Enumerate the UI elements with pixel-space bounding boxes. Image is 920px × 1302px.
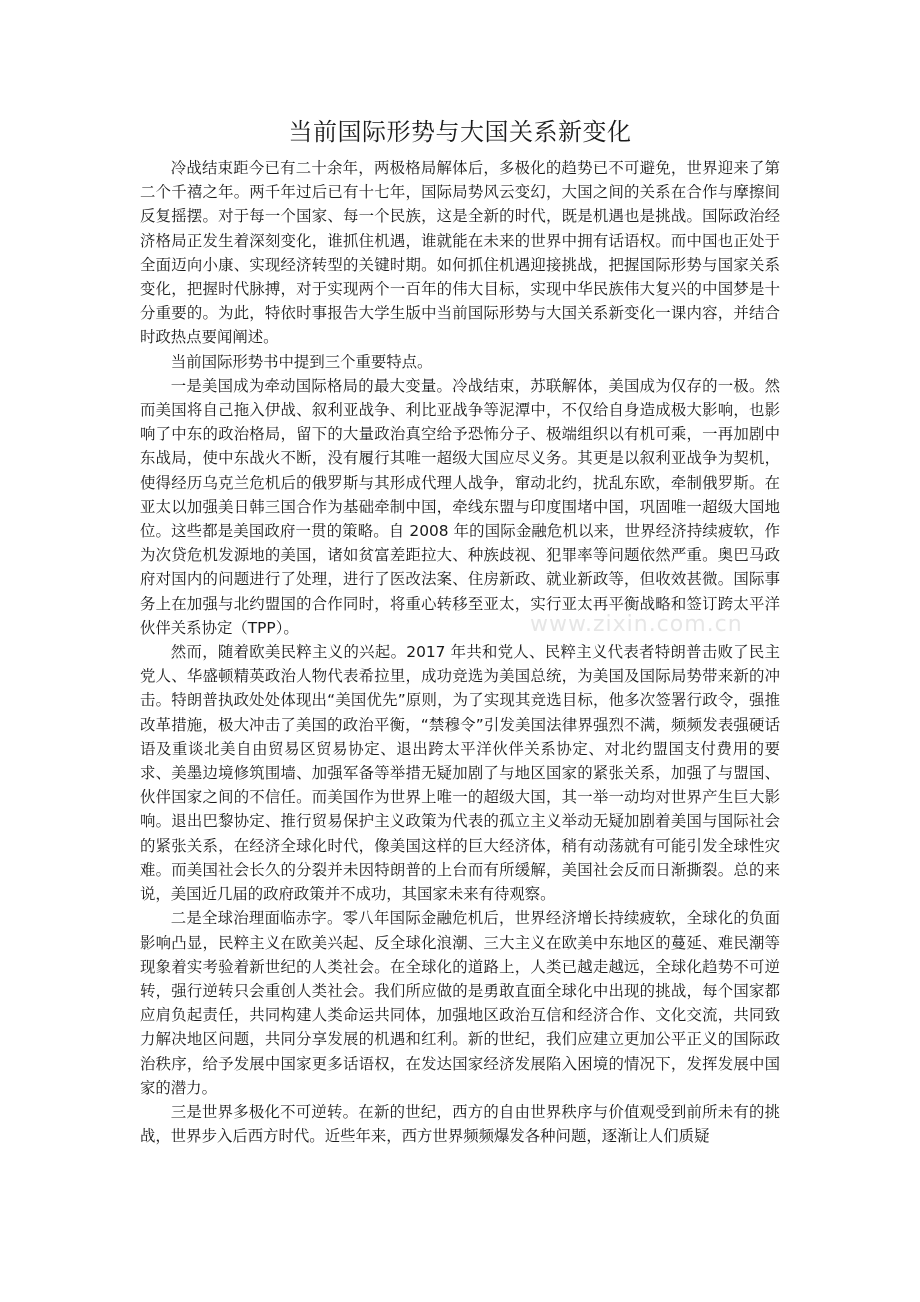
paragraph-intro: 冷战结束距今已有二十余年，两极格局解体后，多极化的趋势已不可避免，世界迎来了第二个千禧之年。两千年过后已有十七年，国际局势风云变幻，大国之间的关系在合作与摩擦间反复摇摆。对于每一个国家、每一个民族，这是全新的时代，既是机遇也是挑战。国际政治经济格局正发生着深刻变化，谁抓住机遇，谁就能在未来的世界中拥有话语权。而中国也正处于全面迈向小康、实现经济转型的关键时期。如何抓住机遇迎接挑战，把握国际形势与国家关系变化，把握时代脉搏，对于实现两个一百年的伟大目标，实现中华民族伟大复兴的中国梦是十分重要的。为此，特依时事报告大学生版中当前国际形势与大国关系新变化一课内容，并结合时政热点要闻阐述。 bbox=[140, 159, 780, 347]
watermark: www.zixin.com.cn bbox=[530, 612, 743, 637]
document-page bbox=[140, 112, 780, 1148]
paragraph-point-three: 三是世界多极化不可逆转。在新的世纪，西方的自由世界秩序与价值观受到前所未有的挑战，世界步入后西方时代。近些年来，西方世界频频爆发各种问题，逐渐让人们质疑 bbox=[140, 1102, 780, 1146]
paragraph-three-features: 当前国际形势书中提到三个重要特点。 bbox=[170, 352, 433, 371]
document-title: 当前国际形势与大国关系新变化 bbox=[288, 118, 632, 146]
paragraph-point-two: 二是全球治理面临赤字。零八年国际金融危机后，世界经济增长持续疲软，全球化的负面影响凸显，民粹主义在欧美兴起、反全球化浪潮、三大主义在欧美中东地区的蔓延、难民潮等现象着实考验着新世纪的人类社会。在全球化的道路上，人类已越走越远，全球化趋势不可逆转，强行逆转只会重创人类社会。我们所应做的是勇敢直面全球化中出现的挑战，每个国家都应肩负起责任，共同构建人类命运共同体，加强地区政治互信和经济合作、文化交流，共同致力解决地区问题，共同分享发展的机遇和红利。新的世纪，我们应建立更加公平正义的国际政治秩序，给予发展中国家更多话语权，在发达国家经济发展陷入困境的情况下，发挥发展中国家的潜力。 bbox=[140, 909, 780, 1097]
paragraph-point-one: 一是美国成为牵动国际格局的最大变量。冷战结束，苏联解体，美国成为仅存的一极。然而美国将自己拖入伊战、叙利亚战争、利比亚战争等泥潭中，不仅给自身造成极大影响，也影响了中东的政治格局，留下的大量政治真空给予恐怖分子、极端组织以有机可乘，一再加剧中东战局，使中东战火不断，没有履行其唯一超级大国应尽义务。其更是以叙利亚战争为契机，使得经历乌克兰危机后的俄罗斯与其形成代理人战争，窜动北约，扰乱东欧，牵制俄罗斯。在亚太以加强美日韩三国合作为基础牵制中国，牵线东盟与印度围堵中国，巩固唯一超级大国地位。这些都是美国政府一贯的策略。自 2008 年的国际金融危机以来，世界经济持续疲软，作为次贷危机发源地的美国，诸如贫富差距拉大、种族歧视、犯罪率等问题依然严重。奥巴马政府对国内的问题进行了处理，进行了医改法案、住房新政、就业新政等，但收效甚微。国际事务上在加强与北约盟国的合作同时，将重心转移至亚太，实行亚太再平衡战略和签订跨太平洋伙伴关系协定（TPP）。 bbox=[140, 376, 780, 637]
paragraph-trump: 然而，随着欧美民粹主义的兴起。2017 年共和党人、民粹主义代表者特朗普击败了民主党人、华盛顿精英政治人物代表希拉里，成功竞选为美国总统，为美国及国际局势带来新的冲击。特朗普执政处处体现出“美国优先”原则，为了实现其竞选目标，他多次签署行政令，强推改革措施，极大冲击了美国的政治平衡，“禁穆令”引发美国法律界强烈不满，频频发表强硬话语及重谈北美自由贸易区贸易协定、退出跨太平洋伙伴关系协定、对北约盟国支付费用的要求、美墨边境修筑围墙、加强军备等举措无疑加剧了与地区国家的紧张关系，加强了与盟国、伙伴国家之间的不信任。而美国作为世界上唯一的超级大国，其一举一动均对世界产生巨大影响。退出巴黎协定、推行贸易保护主义政策为代表的孤立主义举动无疑加剧着美国与国际社会的紧张关系，在经济全球化时代，像美国这样的巨大经济体，稍有动荡就有可能引发全球性灾难。而美国社会长久的分裂并未因特朗普的上台而有所缓解，美国社会反而日渐撕裂。总的来说，美国近几届的政府政策并不成功，其国家未来有待观察。 bbox=[140, 643, 780, 904]
